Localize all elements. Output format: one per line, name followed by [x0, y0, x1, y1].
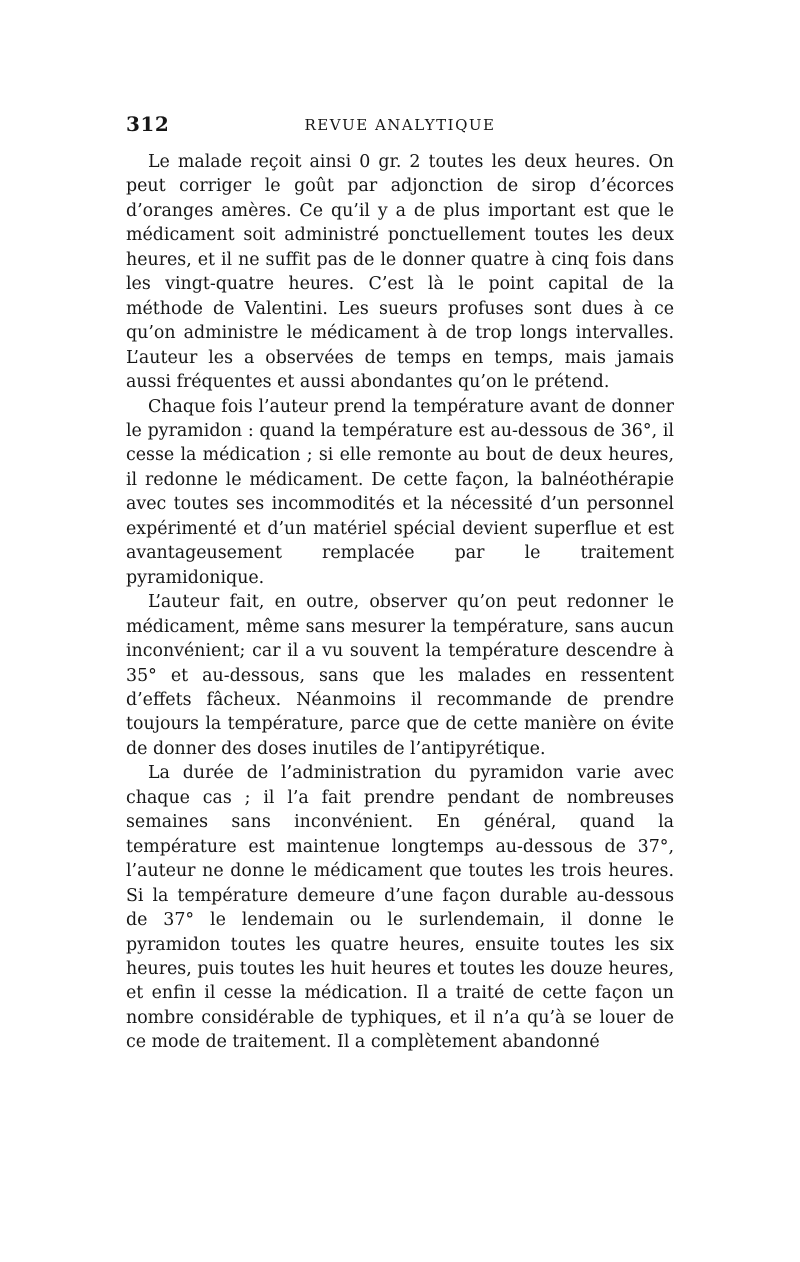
paragraph-redosing: L’auteur fait, en outre, observer qu’on peut redonner le médicament, même sans mesurer la température, sans aucun inconvénient; car il a vu souvent la température descendre à 35° et au-dessous, sans que les malades en ressentent d’effets fâcheux. Néanmoins il recommande de prendre toujours la température, parce que de cette manière on évite de donner des doses inutiles de l’antipyrétique.: [126, 592, 674, 759]
page-header: [126, 112, 674, 142]
paragraph-duration: La durée de l’administration du pyramidon varie avec chaque cas ; il l’a fait prendre pendant de nombreuses semaines sans inconvénient. En général, quand la température est maintenue longtemps au-dessous de 37°, l’auteur ne donne le médicament que toutes les trois heures. Si la température demeure d’une façon durable au-dessous de 37° le lendemain ou le surlendemain, il donne le pyramidon toutes les quatre heures, ensuite toutes les six heures, puis toutes les huit heures et toutes les douze heures, et enfin il cesse la médication. Il a traité de cette façon un nombre considérable de typhiques, et il n’a qu’à se louer de ce mode de traitement. Il a complètement abandonné: [126, 763, 674, 1053]
paragraph-temperature-check: Chaque fois l’auteur prend la température avant de donner le pyramidon : quand la température est au-dessous de 36°, il cesse la médication ; si elle remonte au bout de deux heures, il redonne le médicament. De cette façon, la balnéothérapie avec toutes ses incommodités et la nécessité d’un personnel expérimenté et d’un matériel spécial devient superflue et est avantageusement remplacée par le traitement pyramidonique.: [126, 396, 674, 588]
paragraph-dosage: Le malade reçoit ainsi 0 gr. 2 toutes les deux heures. On peut corriger le goût par adjonction de sirop d’écorces d’oranges amères. Ce qu’il y a de plus important est que le médicament soit administré ponctuellement toutes les deux heures, et il ne suffit pas de le donner quatre à cinq fois dans les vingt-quatre heures. C’est là le point capital de la méthode de Valentini. Les sueurs profuses sont dues à ce qu’on administre le médicament à de trop longs intervalles. L’auteur les a observées de temps en temps, mais jamais aussi fréquentes et aussi abondantes qu’on le prétend.: [126, 152, 674, 393]
page-number: 312: [126, 112, 170, 136]
running-head: REVUE ANALYTIQUE: [304, 116, 496, 134]
body-text: [126, 150, 674, 1055]
